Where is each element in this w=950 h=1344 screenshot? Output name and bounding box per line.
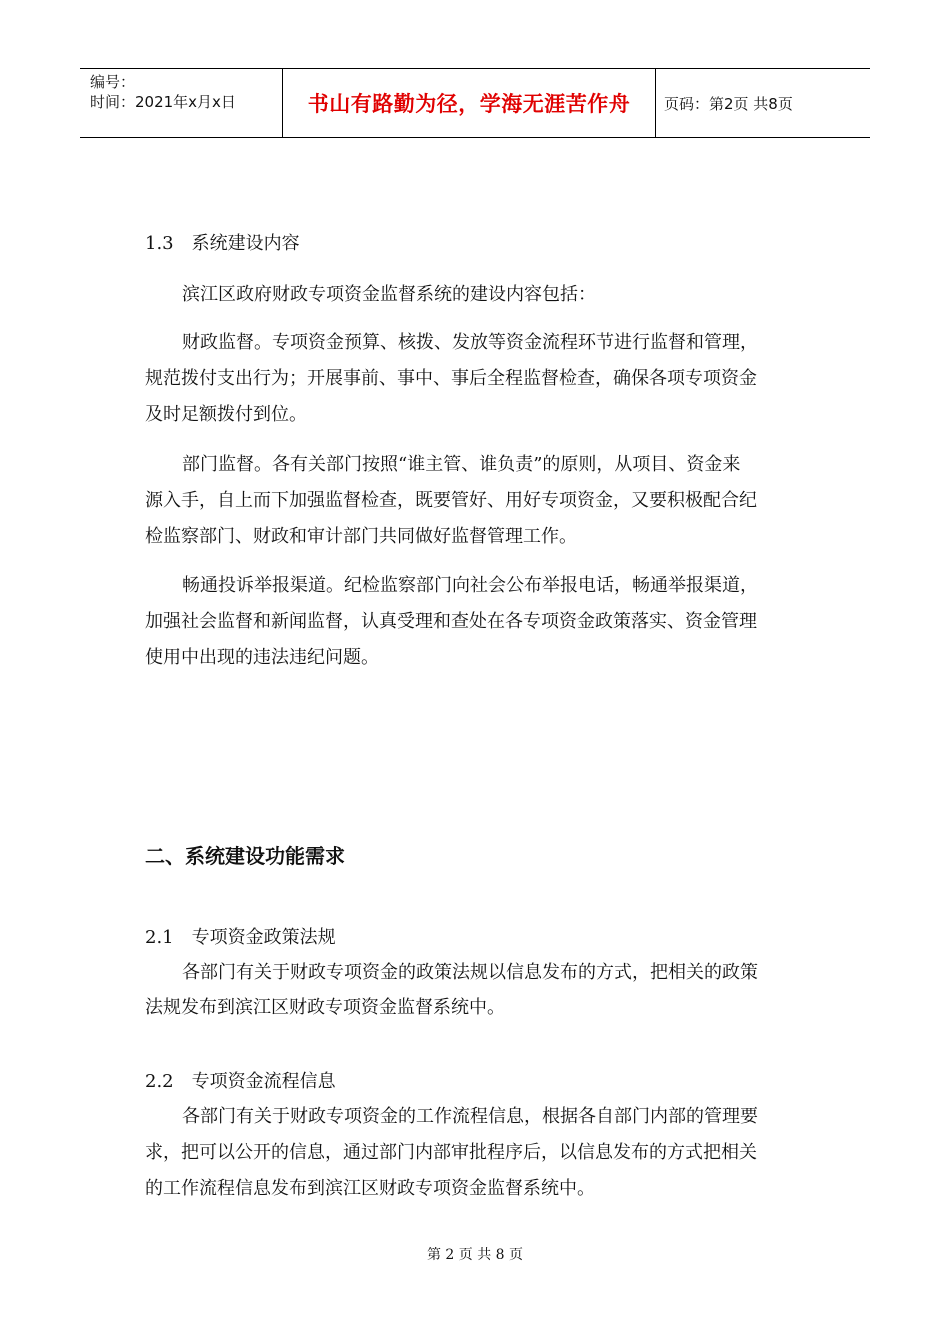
paragraph-line: 使用中出现的违法违纪问题。 — [145, 647, 379, 668]
paragraph-line: 检监察部门、财政和审计部门共同做好监督管理工作。 — [145, 526, 577, 547]
time-label: 时间：2021年x月x日 — [90, 93, 236, 111]
paragraph-line: 法规发布到滨江区财政专项资金监督系统中。 — [145, 997, 505, 1018]
paragraph-line: 及时足额拨付到位。 — [145, 404, 307, 425]
paragraph-line: 源入手，自上而下加强监督检查，既要管好、用好专项资金，又要积极配合纪 — [145, 490, 757, 511]
page-footer: 第 2 页 共 8 页 — [426, 1247, 524, 1263]
paragraph-line: 的工作流程信息发布到滨江区财政专项资金监督系统中。 — [145, 1178, 595, 1199]
paragraph-line: 畅通投诉举报渠道。纪检监察部门向社会公布举报电话，畅通举报渠道， — [182, 575, 758, 596]
section-title: 1.3 系统建设内容 — [145, 233, 300, 254]
paragraph-line: 各部门有关于财政专项资金的政策法规以信息发布的方式，把相关的政策 — [182, 962, 758, 983]
chapter-heading: 二、系统建设功能需求 — [145, 844, 345, 868]
section-title: 2.1 专项资金政策法规 — [145, 927, 336, 948]
paragraph-line: 部门监督。各有关部门按照“谁主管、谁负责”的原则，从项目、资金来 — [182, 454, 741, 475]
paragraph-line: 各部门有关于财政专项资金的工作流程信息，根据各自部门内部的管理要 — [182, 1106, 758, 1127]
paragraph-line: 加强社会监督和新闻监督，认真受理和查处在各专项资金政策落实、资金管理 — [145, 611, 757, 632]
document-header — [80, 68, 870, 138]
paragraph-line: 求，把可以公开的信息，通过部门内部审批程序后，以信息发布的方式把相关 — [145, 1142, 757, 1163]
paragraph-line: 财政监督。专项资金预算、核拨、发放等资金流程环节进行监督和管理， — [182, 332, 758, 353]
paragraph-line: 规范拨付支出行为；开展事前、事中、事后全程监督检查，确保各项专项资金 — [145, 368, 757, 389]
section-title: 2.2 专项资金流程信息 — [145, 1071, 336, 1092]
paragraph-line: 滨江区政府财政专项资金监督系统的建设内容包括： — [182, 284, 596, 305]
number-label: 编号： — [90, 73, 136, 91]
header-page-info: 页码：第2页 共8页 — [664, 94, 793, 113]
header-meta — [80, 69, 282, 137]
header-motto: 书山有路勤为径，学海无涯苦作舟 — [282, 69, 656, 137]
